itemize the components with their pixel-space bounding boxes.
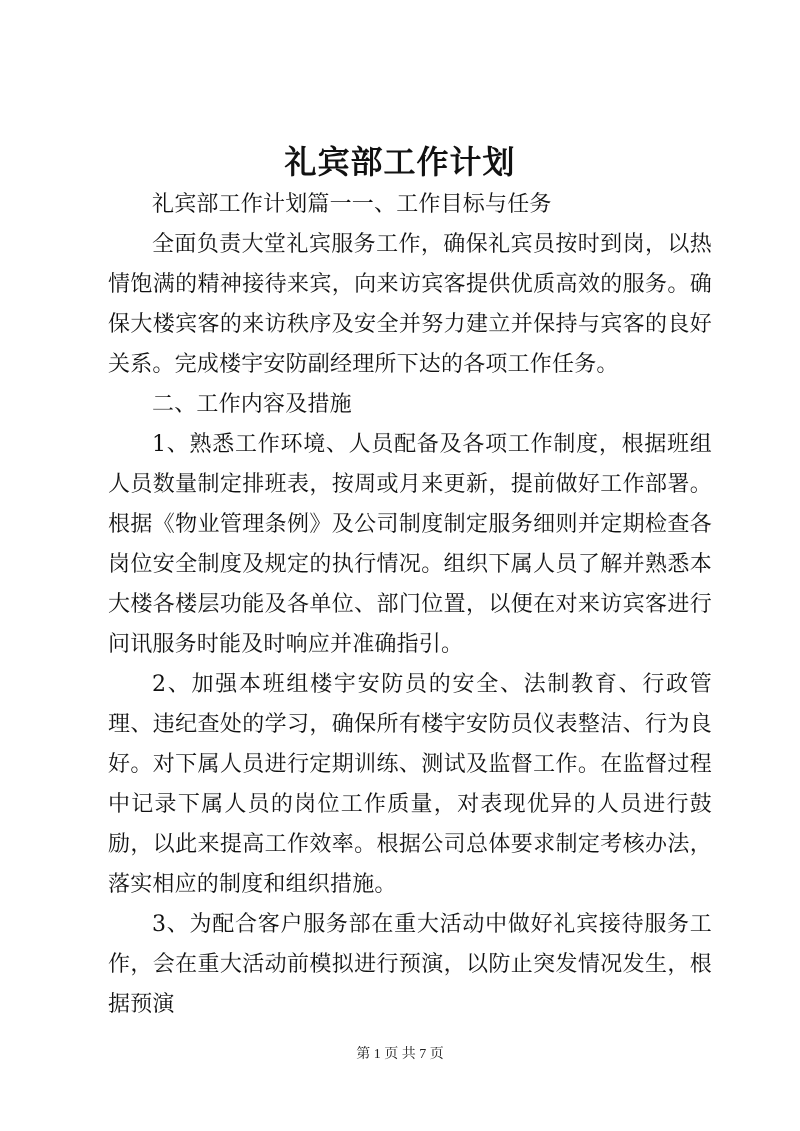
document-body bbox=[108, 185, 712, 1025]
paragraph-5: 2、加强本班组楼宇安防员的安全、法制教育、行政管理、违纪查处的学习，确保所有楼宇安防员仪表整洁、行为良好。对下属人员进行定期训练、测试及监督工作。在监督过程中记录下属人员的岗位工作质量，对表现优异的人员进行鼓励，以此来提高工作效率。根据公司总体要求制定考核办法，落实相应的制度和组织措施。 bbox=[108, 672, 712, 897]
paragraph-1: 礼宾部工作计划篇一一、工作目标与任务 bbox=[152, 192, 552, 217]
page-title: 礼宾部工作计划 bbox=[284, 143, 516, 181]
page-footer: 第 1 页 共 7 页 bbox=[356, 1047, 444, 1062]
paragraph-3: 二、工作内容及措施 bbox=[152, 392, 352, 417]
paragraph-4: 1、熟悉工作环境、人员配备及各项工作制度，根据班组人员数量制定排班表，按周或月来更新，提前做好工作部署。根据《物业管理条例》及公司制度制定服务细则并定期检查各岗位安全制度及规定的执行情况。组织下属人员了解并熟悉本大楼各楼层功能及各单位、部门位置，以便在对来访宾客进行问讯服务时能及时响应并准确指引。 bbox=[108, 432, 712, 657]
paragraph-2: 全面负责大堂礼宾服务工作，确保礼宾员按时到岗，以热情饱满的精神接待来宾，向来访宾客提供优质高效的服务。确保大楼宾客的来访秩序及安全并努力建立并保持与宾客的良好关系。完成楼宇安防副经理所下达的各项工作任务。 bbox=[108, 232, 712, 377]
paragraph-6: 3、为配合客户服务部在重大活动中做好礼宾接待服务工作，会在重大活动前模拟进行预演，以防止突发情况发生，根据预演 bbox=[108, 912, 712, 1017]
